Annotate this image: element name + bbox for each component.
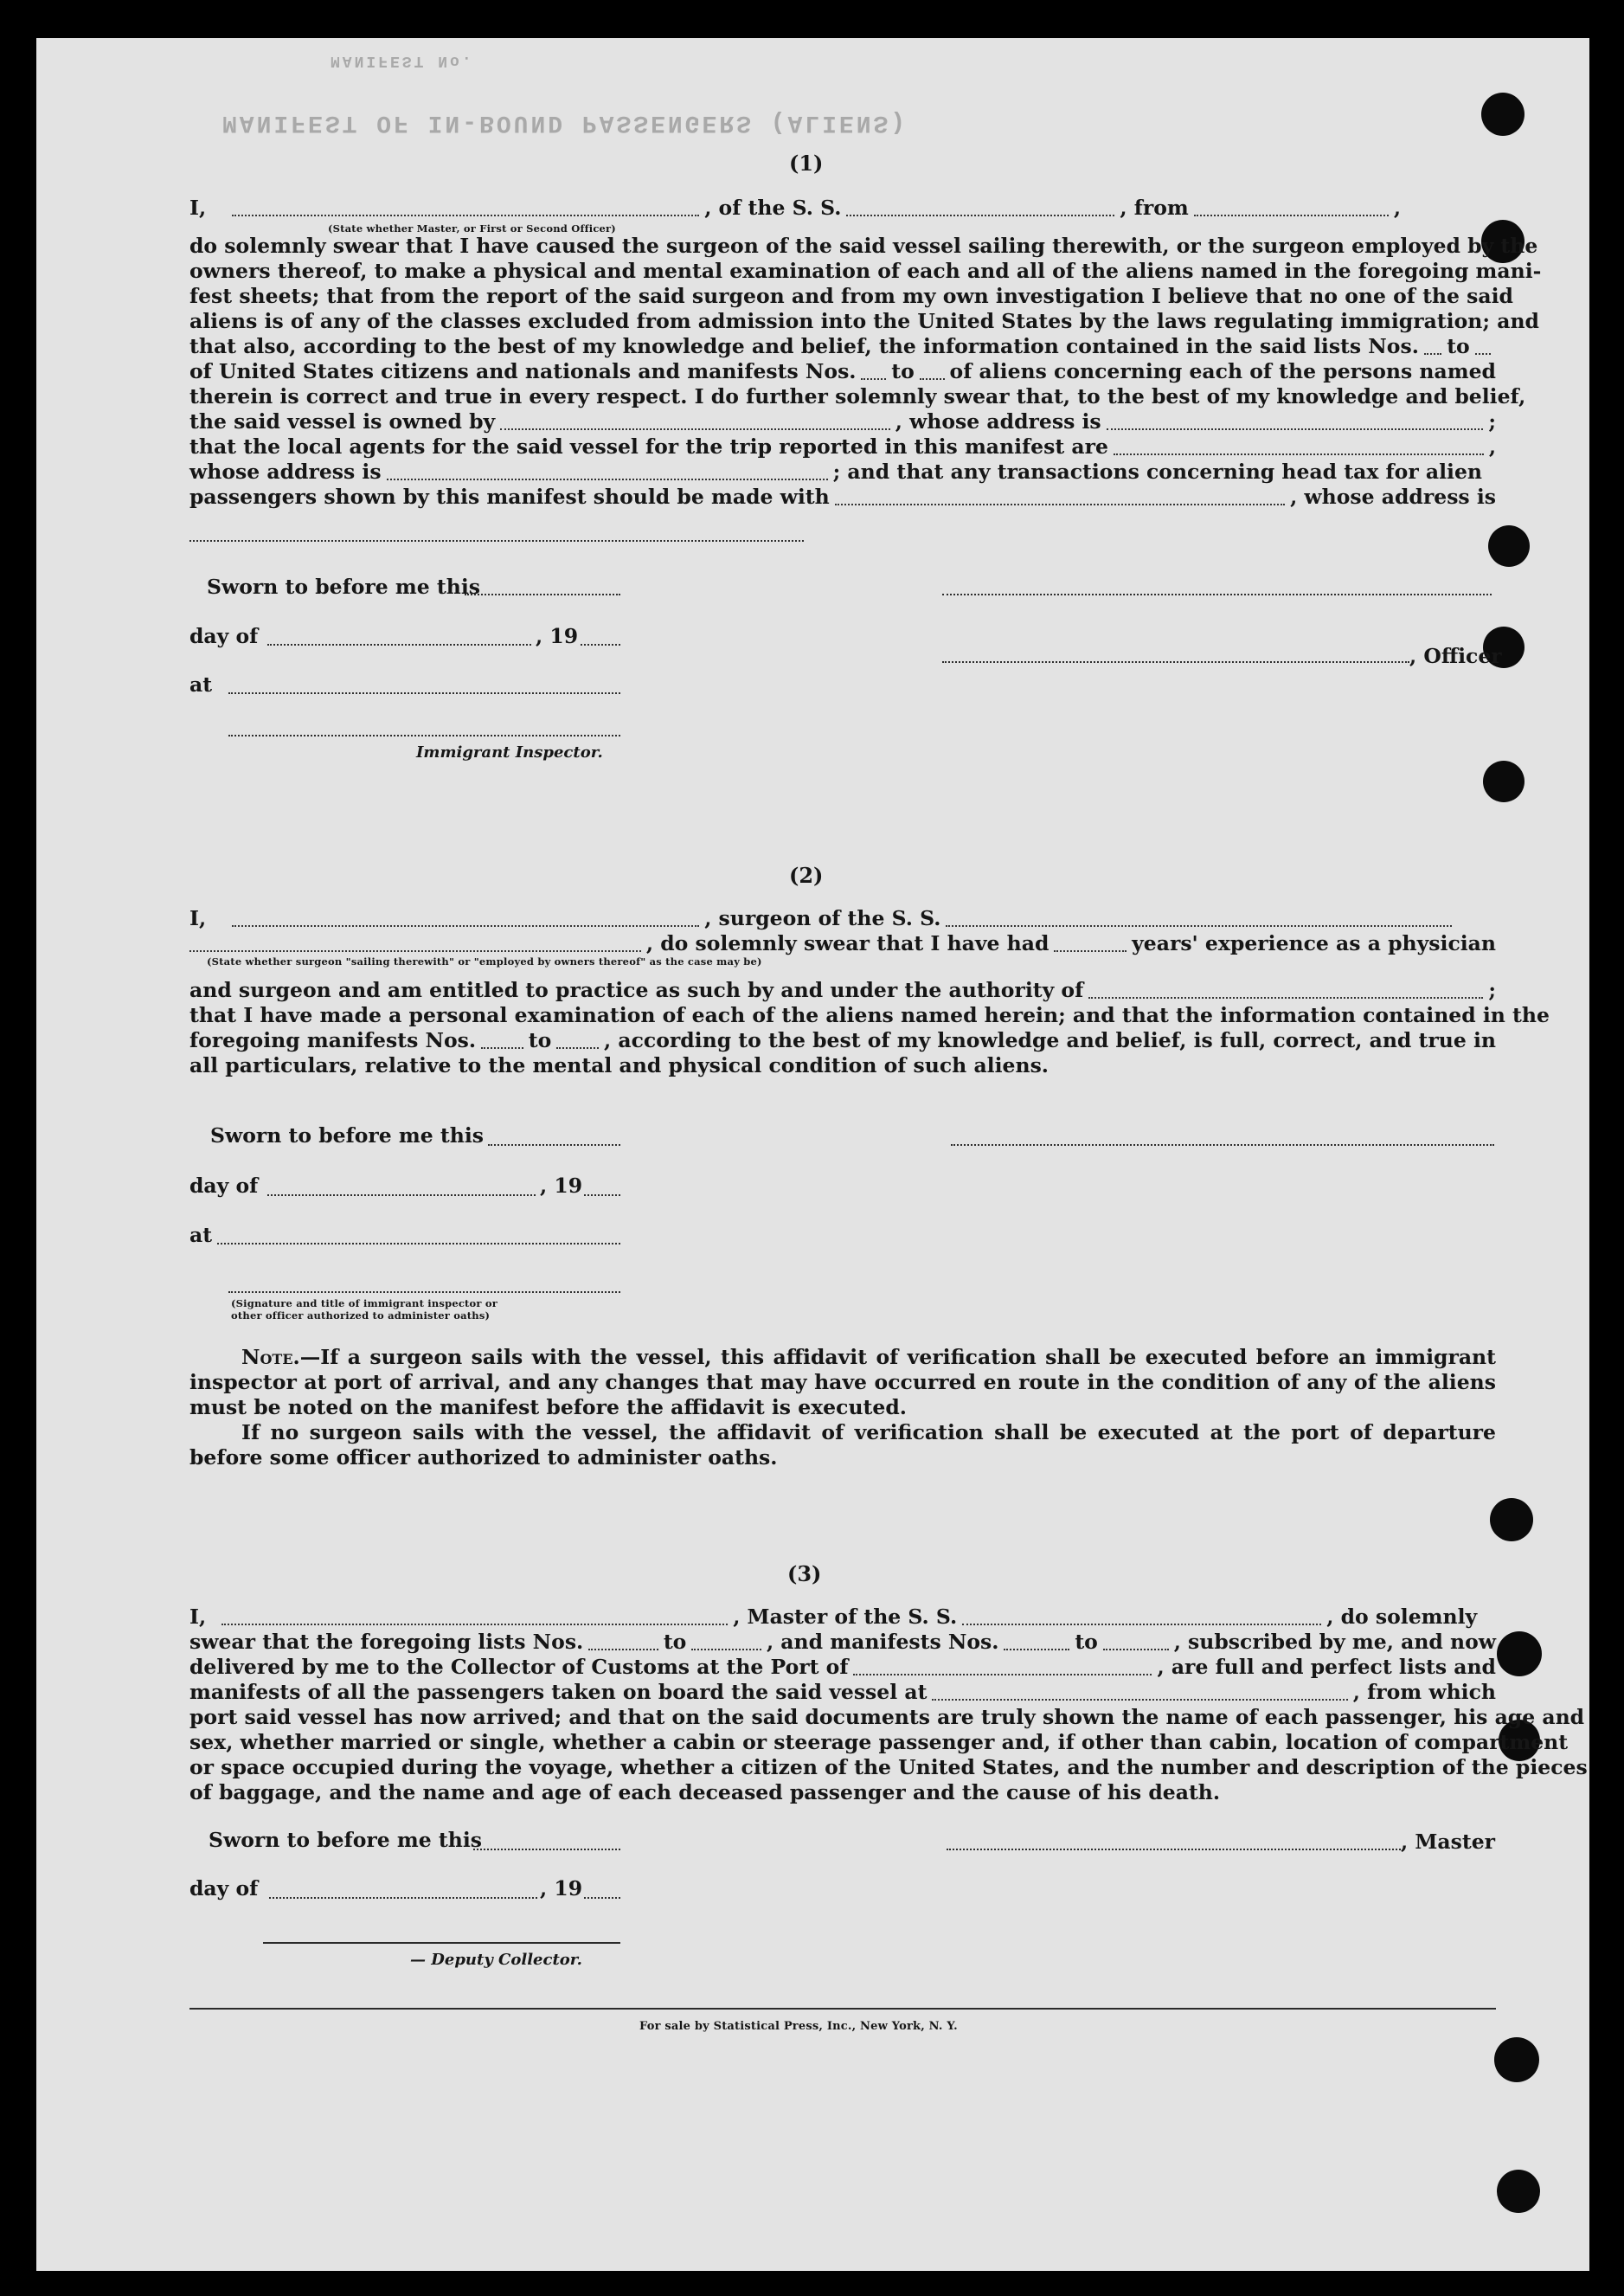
note-paragraph-2: If no surgeon sails with the vessel, the affidavit of verification shall be executed at the port of departure before some officer authorized to administer oaths. xyxy=(189,1420,1496,1470)
binder-hole xyxy=(1497,2170,1540,2213)
section-2-line-1: I, , surgeon of the S. S. xyxy=(189,906,1496,931)
printer-credit: For sale by Statistical Press, Inc., New York, N. Y. xyxy=(639,2020,958,2033)
binder-hole xyxy=(1497,1631,1542,1676)
section-1-line-12: passengers shown by this manifest should be made with , whose address is xyxy=(189,485,1496,509)
departure-port-field[interactable] xyxy=(932,1698,1347,1701)
section-3-line-2: swear that the foregoing lists Nos. to , and manifests Nos. to , subscribed by me, and now xyxy=(189,1630,1497,1654)
year-field-3[interactable] xyxy=(584,1897,620,1899)
note-paragraph-1: —If a surgeon sails with the vessel, this affidavit of verification shall be executed before an immigrant inspector at port of arrival, and any changes that may have occurred en route in the condition of any of the aliens must be noted on the manifest before the affidavit is executed. xyxy=(189,1345,1496,1419)
section-2-line-3: and surgeon and am entitled to practice as such by and under the authority of ; xyxy=(189,978,1496,1002)
inspector-signature-field-2[interactable] xyxy=(228,1291,620,1293)
section-1-line-9: the said vessel is owned by , whose address is ; xyxy=(189,409,1496,434)
form-page xyxy=(36,38,1589,2271)
sworn-date-field-1[interactable] xyxy=(465,594,620,595)
surgeon-field-note: (State whether surgeon "sailing therewith" or "employed by owners thereof" as the case may be) xyxy=(207,955,762,968)
section-1-line-2: do solemnly swear that I have caused the surgeon of the said vessel sailing therewith, or the surgeon employed by the xyxy=(189,234,1538,258)
port-field[interactable] xyxy=(853,1673,1152,1675)
s2-manifests-from-field[interactable] xyxy=(481,1046,523,1049)
collector-signature-field[interactable] xyxy=(263,1942,620,1944)
section-2-line-4: that I have made a personal examination of each of the aliens named herein; and that the information contained in the xyxy=(189,1003,1550,1027)
section-1-line-3: owners thereof, to make a physical and mental examination of each and all of the aliens named in the foregoing mani- xyxy=(189,259,1542,283)
deputy-collector-label: — Deputy Collector. xyxy=(410,1951,582,1969)
at-field-2[interactable] xyxy=(217,1243,620,1244)
section-1-line-11: whose address is ; and that any transactions concerning head tax for alien xyxy=(189,460,1483,484)
binder-hole xyxy=(1483,761,1525,802)
master-name-field[interactable] xyxy=(221,1623,728,1625)
at-label-2: at xyxy=(189,1223,213,1247)
head-tax-party-field[interactable] xyxy=(835,503,1285,505)
punctuation: , xyxy=(1393,196,1401,220)
lists-from-field[interactable] xyxy=(1424,352,1441,355)
years-experience-field[interactable] xyxy=(1054,949,1127,952)
signature-note-line-1: (Signature and title of immigrant inspector or xyxy=(231,1297,498,1309)
binder-hole xyxy=(1490,1498,1533,1541)
section-3-line-3: delivered by me to the Collector of Customs at the Port of , are full and perfect lists and xyxy=(189,1655,1496,1679)
section-3-line-5: port said vessel has now arrived; and that on the said documents are truly shown the name of each passenger, his age and xyxy=(189,1705,1585,1729)
officer-signature-field-2[interactable] xyxy=(942,661,1409,663)
owner-address-field[interactable] xyxy=(1107,428,1484,430)
day-of-label-2: day of xyxy=(189,1174,259,1198)
section-1-line-4: fest sheets; that from the report of the said surgeon and from my own investigation I believe that no one of the said xyxy=(189,284,1513,308)
binder-hole xyxy=(1488,525,1530,567)
section-2-line-6: all particulars, relative to the mental and physical condition of such aliens. xyxy=(189,1053,1049,1077)
master-label: , Master xyxy=(1401,1830,1496,1854)
section-2-number: (2) xyxy=(789,863,824,888)
agents-address-field[interactable] xyxy=(387,478,828,480)
section-1-line-6: that also, according to the best of my knowledge and belief, the information contained in the said lists Nos. to xyxy=(189,334,1496,359)
section-2-line-2: , do solemnly swear that I have had years' experience as a physician xyxy=(189,931,1496,956)
officer-field-note: (State whether Master, or First or Second Officer) xyxy=(328,222,616,235)
s2-manifests-to-field[interactable] xyxy=(556,1046,599,1049)
surgeon-status-field[interactable] xyxy=(189,949,641,952)
note-label: Note. xyxy=(241,1345,300,1369)
manifests-to-field[interactable] xyxy=(920,377,945,380)
binder-hole xyxy=(1494,2037,1539,2082)
section-1-line-5: aliens is of any of the classes excluded from admission into the United States by the laws regulating immigration; and xyxy=(189,309,1539,333)
day-of-field-2[interactable] xyxy=(267,1194,536,1196)
section-3-line-6: sex, whether married or single, whether a cabin or steerage passenger and, if other than cabin, location of compartment xyxy=(189,1730,1569,1754)
vessel-name-field[interactable] xyxy=(846,214,1114,216)
section-1-number: (1) xyxy=(789,151,824,176)
s3-lists-from-field[interactable] xyxy=(588,1648,658,1650)
section-3-line-1: I, , Master of the S. S. , do solemnly xyxy=(189,1605,1478,1629)
owner-field[interactable] xyxy=(500,428,890,430)
local-agents-field[interactable] xyxy=(1114,453,1484,455)
section-1-line-8: therein is correct and true in every respect. I do further solemnly swear that, to the best of my knowledge and belief, xyxy=(189,384,1526,408)
section-3-line-4: manifests of all the passengers taken on board the said vessel at , from which xyxy=(189,1680,1496,1704)
bleed-through-title: MANIFEST OF IN-BOUND PASSENGERS (ALIENS) xyxy=(222,109,908,136)
year-field-2[interactable] xyxy=(584,1194,620,1196)
label-i: I, xyxy=(189,196,207,220)
day-of-field-3[interactable] xyxy=(269,1897,537,1899)
year-field-1[interactable] xyxy=(581,644,620,646)
section-3-number: (3) xyxy=(787,1561,822,1586)
lists-to-field[interactable] xyxy=(1475,352,1491,355)
sworn-label-3: Sworn to before me this xyxy=(209,1828,483,1852)
section-2-line-5: foregoing manifests Nos. to , according to the best of my knowledge and belief, is full, correct, and true in xyxy=(189,1028,1496,1052)
section-3-line-7: or space occupied during the voyage, whether a citizen of the United States, and the number and description of the pieces xyxy=(189,1755,1588,1779)
bleed-through-manifest-no: MANIFEST No. xyxy=(331,52,474,69)
surgeon-vessel-field[interactable] xyxy=(946,924,1452,927)
manifests-from-field[interactable] xyxy=(861,377,886,380)
label-from: , from xyxy=(1120,196,1189,220)
inspector-signature-field[interactable] xyxy=(228,735,620,736)
year-label-2: , 19 xyxy=(540,1174,583,1198)
year-label-1: , 19 xyxy=(536,624,579,648)
surgeon-note xyxy=(189,1345,1496,1420)
sworn-date-field-2[interactable] xyxy=(488,1144,620,1146)
from-port-field[interactable] xyxy=(1194,214,1389,216)
immigrant-inspector-label: Immigrant Inspector. xyxy=(416,743,603,762)
day-of-label-3: day of xyxy=(189,1876,259,1900)
master-signature-field[interactable] xyxy=(947,1849,1401,1850)
section-3-line-8: of baggage, and the name and age of each deceased passenger and the cause of his death. xyxy=(189,1780,1221,1804)
surgeon-name-field[interactable] xyxy=(232,924,699,927)
sworn-label-1: Sworn to before me this xyxy=(207,575,481,599)
at-field-1[interactable] xyxy=(228,692,620,694)
officer-signature-field-1[interactable] xyxy=(942,594,1492,595)
officer-label: , Officer xyxy=(1409,644,1502,668)
authority-field[interactable] xyxy=(1088,996,1483,999)
day-of-field-1[interactable] xyxy=(267,644,531,646)
label-of-ss: , of the S. S. xyxy=(704,196,842,220)
head-tax-address-field[interactable] xyxy=(189,540,804,542)
sworn-label-2: Sworn to before me this xyxy=(210,1123,485,1148)
section-1-line-10: that the local agents for the said vessel for the trip reported in this manifest are , xyxy=(189,434,1496,459)
signature-note-line-2: other officer authorized to administer oaths) xyxy=(231,1309,491,1322)
master-vessel-field[interactable] xyxy=(962,1623,1321,1625)
sworn-date-field-3[interactable] xyxy=(473,1849,620,1850)
surgeon-note-2 xyxy=(189,1420,1496,1470)
s3-manifests-to-field[interactable] xyxy=(1103,1648,1169,1650)
surgeon-signature-field[interactable] xyxy=(951,1144,1494,1146)
s3-manifests-from-field[interactable] xyxy=(1004,1648,1069,1650)
section-1-line-7: of United States citizens and nationals and manifests Nos. to of aliens concerning each of the persons named xyxy=(189,359,1496,383)
binder-hole xyxy=(1481,93,1525,136)
officer-name-field[interactable] xyxy=(232,214,699,216)
footer-rule xyxy=(189,2008,1496,2010)
day-of-label-1: day of xyxy=(189,624,259,648)
at-label-1: at xyxy=(189,672,213,697)
s3-lists-to-field[interactable] xyxy=(691,1648,761,1650)
year-label-3: , 19 xyxy=(540,1876,583,1900)
section-1-line-1 xyxy=(189,196,1496,221)
